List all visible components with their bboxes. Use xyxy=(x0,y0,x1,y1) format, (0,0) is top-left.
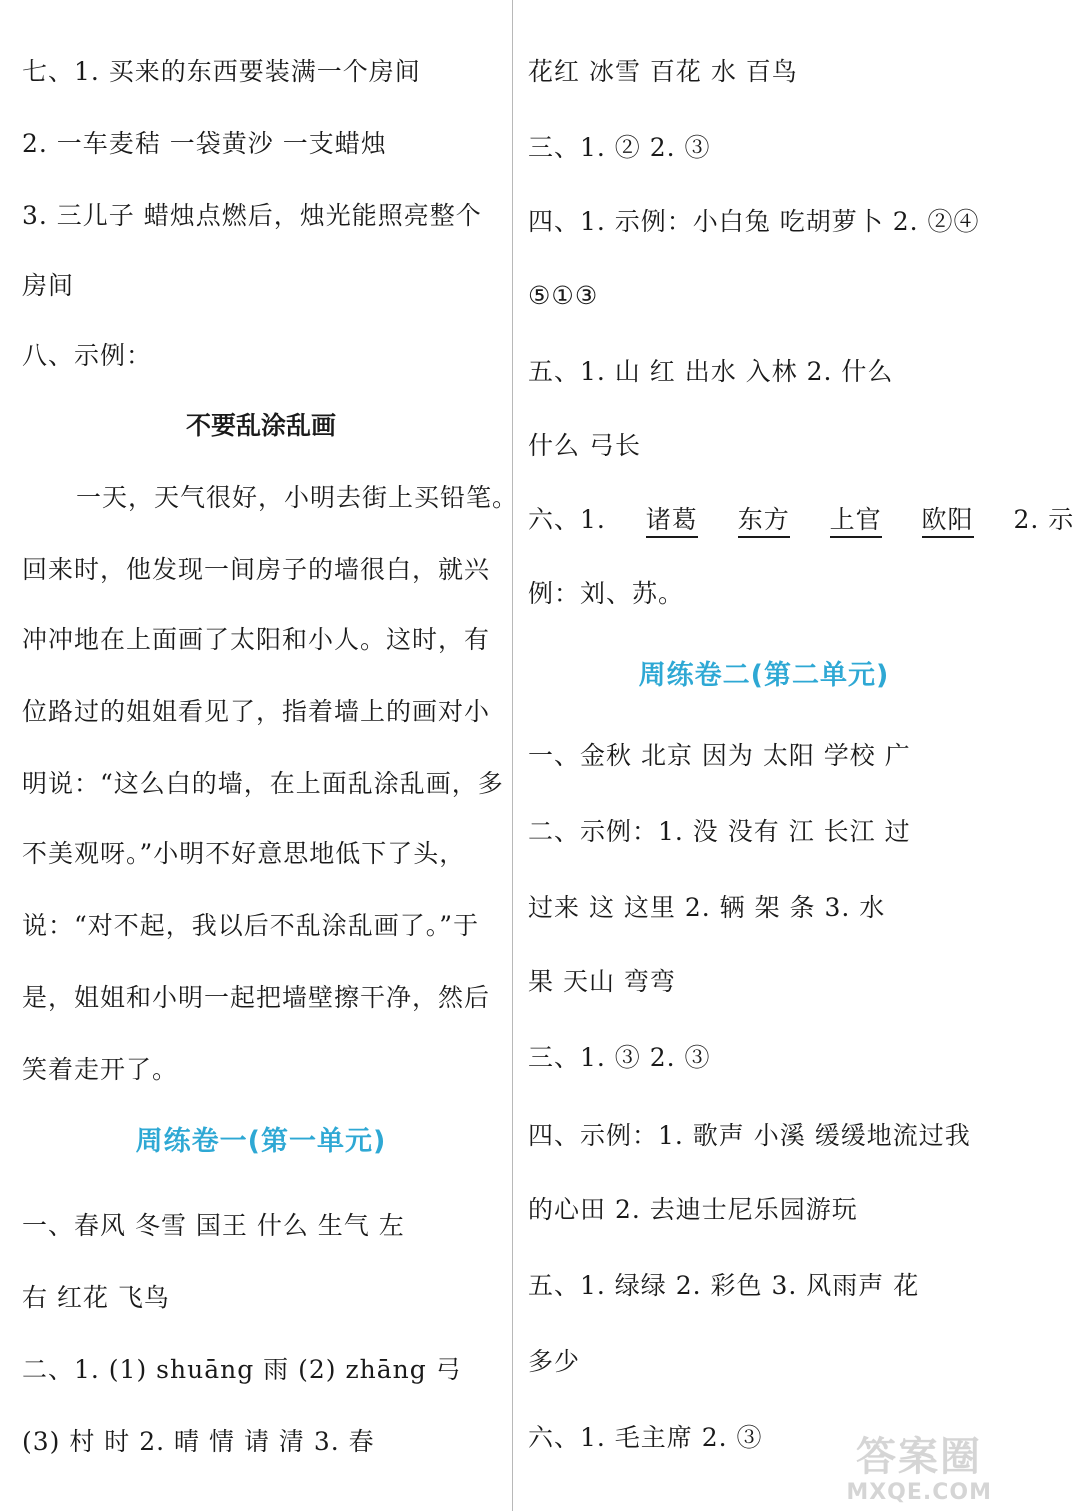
essay-line: 是，姐姐和小明一起把墙壁擦干净，然后 xyxy=(22,983,491,1012)
unit1-q2: 二、1. (1) shuāng 雨 (2) zhāng 弓 xyxy=(22,1355,462,1384)
essay-line: 笑着走开了。 xyxy=(22,1055,179,1084)
unit2-q3: 三、1. ③ 2. ③ xyxy=(528,1043,711,1072)
unit2-q2-cont2: 果 天山 弯弯 xyxy=(528,967,676,996)
unit1-title: 周练卷一(第一单元) xyxy=(135,1126,387,1157)
unit1-q1: 一、春风 冬雪 国王 什么 生气 左 xyxy=(22,1211,405,1240)
unit2-q2: 二、示例：1. 没 没有 江 长江 过 xyxy=(528,817,911,846)
underlined-name: 上官 xyxy=(830,505,882,538)
underlined-name: 诸葛 xyxy=(646,505,698,538)
watermark-bottom: MXQE.COM xyxy=(846,1480,992,1505)
answer-r5-prefix: 六、1. xyxy=(528,505,606,534)
answer-r5-suffix: 2. 示 xyxy=(1013,505,1074,534)
essay-line: 一天，天气很好，小明去街上买铅笔。 xyxy=(76,483,519,512)
answer-r1: 花红 冰雪 百花 水 百鸟 xyxy=(528,57,798,86)
answer-r4: 五、1. 山 红 出水 入林 2. 什么 xyxy=(528,357,894,386)
answer-q7-3: 3. 三儿子 蜡烛点燃后，烛光能照亮整个 xyxy=(22,201,482,230)
unit2-q5-cont: 多少 xyxy=(528,1347,581,1376)
answer-r3: 四、1. 示例：小白兔 吃胡萝卜 2. ②④ xyxy=(528,207,980,236)
answer-r2: 三、1. ② 2. ③ xyxy=(528,133,711,162)
essay-line: 明说：“这么白的墙，在上面乱涂乱画，多 xyxy=(22,769,504,798)
answer-r3-cont: ⑤①③ xyxy=(528,281,599,310)
underlined-name: 欧阳 xyxy=(922,505,974,538)
answer-r5 xyxy=(528,500,1074,540)
watermark-logo xyxy=(822,1425,992,1505)
underlined-name: 东方 xyxy=(738,505,790,538)
essay-line: 位路过的姐姐看见了，指着墙上的画对小 xyxy=(22,697,491,726)
unit2-title: 周练卷二(第二单元) xyxy=(638,660,890,691)
watermark-top: 答案圈 xyxy=(856,1434,982,1480)
unit2-q2-cont: 过来 这 这里 2. 辆 架 条 3. 水 xyxy=(528,893,886,922)
answer-q7-3-cont: 房间 xyxy=(22,271,75,300)
essay-line: 说：“对不起，我以后不乱涂乱画了。”于 xyxy=(22,911,480,940)
unit1-q2-cont: (3) 村 时 2. 晴 情 请 清 3. 春 xyxy=(22,1427,375,1456)
unit2-q4-cont: 的心田 2. 去迪士尼乐园游玩 xyxy=(528,1195,858,1224)
unit2-q1: 一、金秋 北京 因为 太阳 学校 广 xyxy=(528,741,911,770)
essay-line: 回来时，他发现一间房子的墙很白，就兴 xyxy=(22,555,491,584)
unit2-q4: 四、示例：1. 歌声 小溪 缓缓地流过我 xyxy=(528,1121,971,1150)
unit2-q5: 五、1. 绿绿 2. 彩色 3. 风雨声 花 xyxy=(528,1271,920,1300)
unit2-q6: 六、1. 毛主席 2. ③ xyxy=(528,1423,763,1452)
unit1-q1-cont: 右 红花 飞鸟 xyxy=(22,1283,170,1312)
answer-q7-2: 2. 一车麦秸 一袋黄沙 一支蜡烛 xyxy=(22,129,387,158)
essay-title: 不要乱涂乱画 xyxy=(185,411,336,440)
column-divider xyxy=(512,0,513,1511)
answer-r5-cont: 例：刘、苏。 xyxy=(528,579,685,608)
essay-line: 不美观呀。”小明不好意思地低下了头， xyxy=(22,839,466,868)
answer-q7-1: 七、1. 买来的东西要装满一个房间 xyxy=(22,57,421,86)
answer-q8-label: 八、示例： xyxy=(22,341,153,370)
essay-line: 冲冲地在上面画了太阳和小人。这时，有 xyxy=(22,625,491,654)
answer-r4-cont: 什么 弓长 xyxy=(528,431,641,460)
